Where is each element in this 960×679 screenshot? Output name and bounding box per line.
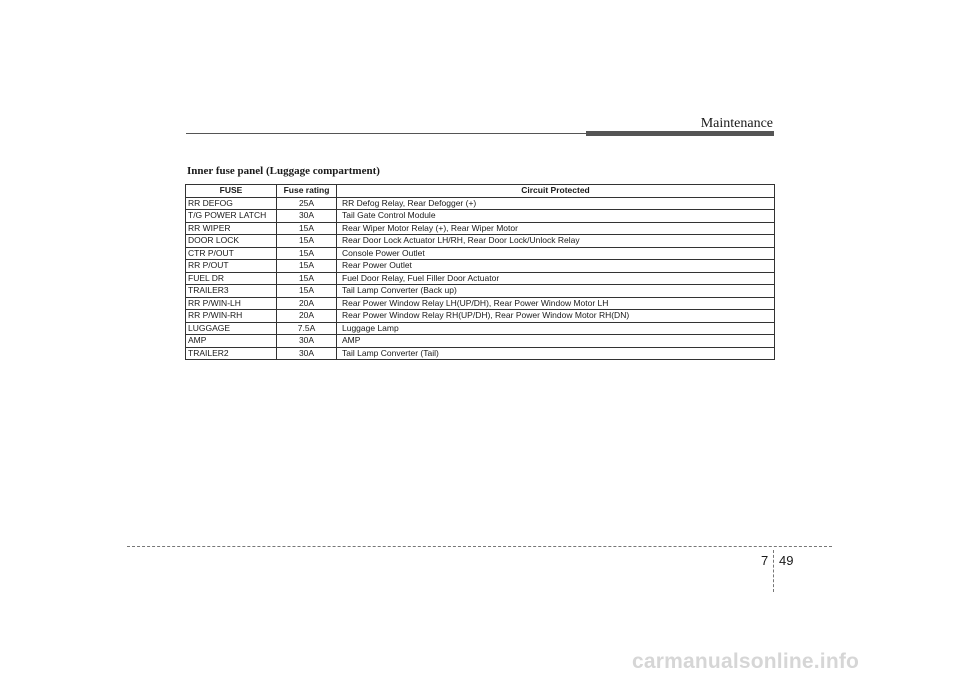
fuse-cell: RR WIPER <box>186 222 277 235</box>
fuse-cell: T/G POWER LATCH <box>186 210 277 223</box>
circuit-protected-cell: Rear Power Outlet <box>337 260 775 273</box>
fuse-rating-cell: 15A <box>277 285 337 298</box>
table-row <box>186 247 775 260</box>
table-header-row <box>186 185 775 198</box>
fuse-cell: RR P/OUT <box>186 260 277 273</box>
fuse-rating-cell: 15A <box>277 235 337 248</box>
table-row <box>186 297 775 310</box>
fuse-rating-cell: 20A <box>277 310 337 323</box>
fuse-cell: RR P/WIN-RH <box>186 310 277 323</box>
section-title: Maintenance <box>700 116 773 131</box>
fuse-cell: FUEL DR <box>186 272 277 285</box>
circuit-protected-cell: Rear Wiper Motor Relay (+), Rear Wiper Motor <box>337 222 775 235</box>
table-row <box>186 347 775 360</box>
fuse-cell: TRAILER2 <box>186 347 277 360</box>
fuse-cell: TRAILER3 <box>186 285 277 298</box>
circuit-protected-cell: RR Defog Relay, Rear Defogger (+) <box>337 197 775 210</box>
circuit-protected-cell: Tail Lamp Converter (Back up) <box>337 285 775 298</box>
circuit-protected-cell: AMP <box>337 335 775 348</box>
fuse-rating-cell: 15A <box>277 222 337 235</box>
fuse-rating-cell: 15A <box>277 272 337 285</box>
footer-rule <box>127 546 832 547</box>
fuse-cell: CTR P/OUT <box>186 247 277 260</box>
circuit-protected-cell: Rear Power Window Relay LH(UP/DH), Rear Power Window Motor LH <box>337 297 775 310</box>
table-row <box>186 235 775 248</box>
circuit-protected-cell: Fuel Door Relay, Fuel Filler Door Actuator <box>337 272 775 285</box>
table-row <box>186 322 775 335</box>
fuse-cell: LUGGAGE <box>186 322 277 335</box>
header-rule <box>186 133 586 134</box>
fuse-rating-cell: 30A <box>277 335 337 348</box>
table-row <box>186 210 775 223</box>
circuit-protected-cell: Rear Door Lock Actuator LH/RH, Rear Door Lock/Unlock Relay <box>337 235 775 248</box>
page-number: 49 <box>779 553 794 568</box>
table-row <box>186 285 775 298</box>
fuse-table-body <box>186 197 775 360</box>
fuse-rating-cell: 15A <box>277 260 337 273</box>
fuse-rating-cell: 20A <box>277 297 337 310</box>
circuit-protected-cell: Rear Power Window Relay RH(UP/DH), Rear Power Window Motor RH(DN) <box>337 310 775 323</box>
fuse-cell: RR P/WIN-LH <box>186 297 277 310</box>
watermark: carmanualsonline.info <box>632 650 860 673</box>
fuse-cell: RR DEFOG <box>186 197 277 210</box>
fuse-cell: AMP <box>186 335 277 348</box>
fuse-rating-cell: 25A <box>277 197 337 210</box>
column-header-fuse-rating: Fuse rating <box>277 185 337 198</box>
circuit-protected-cell: Tail Lamp Converter (Tail) <box>337 347 775 360</box>
fuse-cell: DOOR LOCK <box>186 235 277 248</box>
table-row <box>186 335 775 348</box>
circuit-protected-cell: Tail Gate Control Module <box>337 210 775 223</box>
fuse-rating-cell: 30A <box>277 210 337 223</box>
column-header-circuit-protected: Circuit Protected <box>337 185 775 198</box>
fuse-rating-cell: 7.5A <box>277 322 337 335</box>
table-row <box>186 272 775 285</box>
circuit-protected-cell: Luggage Lamp <box>337 322 775 335</box>
fuse-rating-cell: 15A <box>277 247 337 260</box>
fuse-table <box>185 184 775 360</box>
footer-vertical-rule <box>773 550 774 592</box>
table-row <box>186 260 775 273</box>
fuse-rating-cell: 30A <box>277 347 337 360</box>
panel-heading: Inner fuse panel (Luggage compartment) <box>187 165 380 177</box>
section-number: 7 <box>761 553 769 568</box>
circuit-protected-cell: Console Power Outlet <box>337 247 775 260</box>
header-bar <box>586 131 774 136</box>
column-header-fuse: FUSE <box>186 185 277 198</box>
table-row <box>186 222 775 235</box>
table-row <box>186 197 775 210</box>
table-row <box>186 310 775 323</box>
